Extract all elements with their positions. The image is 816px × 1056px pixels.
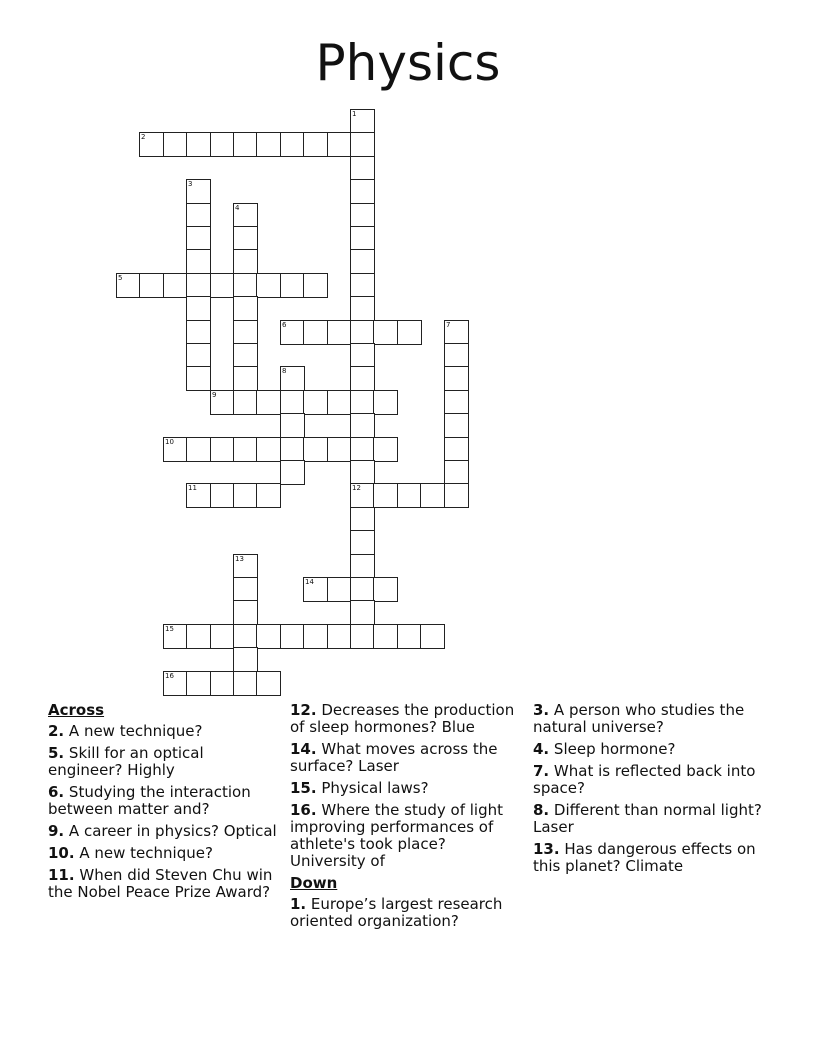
clue-number: 9 [212, 391, 217, 399]
down-clue-13: 13. Has dangerous effects on this planet? Climate [533, 840, 756, 875]
grid-cell-10[interactable] [163, 437, 188, 462]
clue-number: 3 [188, 180, 193, 188]
grid-cell[interactable] [350, 249, 375, 274]
grid-cell[interactable] [280, 132, 305, 157]
grid-cell[interactable] [350, 554, 375, 579]
grid-cell-11[interactable] [186, 483, 211, 508]
down-clue-3: 3. A person who studies the natural universe? [533, 701, 745, 736]
grid-cell[interactable] [350, 203, 375, 228]
grid-cell[interactable] [303, 390, 328, 415]
grid-cell[interactable] [280, 624, 305, 649]
grid-cell[interactable] [139, 273, 164, 298]
grid-cell[interactable] [444, 343, 469, 368]
grid-cell-5[interactable] [116, 273, 141, 298]
across-clue-15: 15. Physical laws? [290, 779, 429, 797]
grid-cell[interactable] [233, 273, 258, 298]
grid-cell[interactable] [280, 460, 305, 485]
grid-cell[interactable] [350, 226, 375, 251]
clues-column-2 [290, 702, 522, 935]
across-heading: Across [48, 701, 105, 719]
across-clue-2: 2. A new technique? [48, 722, 203, 740]
clue-number: 8 [282, 367, 287, 375]
down-clue-8: 8. Different than normal light? Laser [533, 801, 762, 836]
clue-number: 13 [235, 555, 244, 563]
grid-cell[interactable] [233, 577, 258, 602]
grid-cell-6[interactable] [280, 320, 305, 345]
grid-cell[interactable] [186, 343, 211, 368]
clue-number: 12 [352, 484, 361, 492]
grid-cell[interactable] [327, 320, 352, 345]
grid-cell[interactable] [233, 390, 258, 415]
grid-cell[interactable] [186, 296, 211, 321]
down-clue-1: 1. Europe’s largest research oriented organization? [290, 895, 503, 930]
across-clue-16: 16. Where the study of light improving performances of athlete's took place? University of [290, 801, 503, 870]
grid-cell[interactable] [186, 320, 211, 345]
grid-cell[interactable] [233, 320, 258, 345]
grid-cell[interactable] [327, 624, 352, 649]
grid-cell[interactable] [350, 530, 375, 555]
grid-cell[interactable] [186, 226, 211, 251]
grid-cell[interactable] [327, 437, 352, 462]
clues-column-1 [48, 702, 280, 906]
grid-cell[interactable] [373, 624, 398, 649]
grid-cell[interactable] [350, 273, 375, 298]
grid-cell[interactable] [373, 483, 398, 508]
grid-cell[interactable] [186, 132, 211, 157]
grid-cell[interactable] [303, 437, 328, 462]
grid-cell[interactable] [444, 390, 469, 415]
grid-cell[interactable] [256, 437, 281, 462]
grid-cell-1[interactable] [350, 109, 375, 134]
grid-cell-9[interactable] [210, 390, 235, 415]
grid-cell[interactable] [350, 413, 375, 438]
clue-number: 7 [446, 321, 451, 329]
across-clue-11: 11. When did Steven Chu win the Nobel Peace Prize Award? [48, 866, 273, 901]
grid-cell[interactable] [210, 624, 235, 649]
grid-cell[interactable] [327, 577, 352, 602]
grid-cell[interactable] [303, 624, 328, 649]
grid-cell[interactable] [327, 132, 352, 157]
grid-cell[interactable] [233, 249, 258, 274]
grid-cell[interactable] [350, 366, 375, 391]
grid-cell[interactable] [233, 483, 258, 508]
across-clue-5: 5. Skill for an optical engineer? Highly [48, 744, 204, 779]
grid-cell[interactable] [327, 390, 352, 415]
grid-cell[interactable] [186, 671, 211, 696]
grid-cell[interactable] [163, 273, 188, 298]
grid-cell[interactable] [303, 273, 328, 298]
grid-cell[interactable] [397, 624, 422, 649]
grid-cell[interactable] [256, 624, 281, 649]
down-clue-7: 7. What is reflected back into space? [533, 762, 756, 797]
clue-number: 14 [305, 578, 314, 586]
grid-cell-3[interactable] [186, 179, 211, 204]
across-clue-6: 6. Studying the interaction between matter and? [48, 783, 251, 818]
clue-number: 5 [118, 274, 123, 282]
grid-cell[interactable] [303, 320, 328, 345]
grid-cell[interactable] [186, 249, 211, 274]
grid-cell[interactable] [280, 273, 305, 298]
grid-cell[interactable] [186, 366, 211, 391]
grid-cell[interactable] [350, 460, 375, 485]
grid-cell[interactable] [256, 273, 281, 298]
across-clue-10: 10. A new technique? [48, 844, 213, 862]
grid-cell[interactable] [256, 483, 281, 508]
grid-cell[interactable] [420, 483, 445, 508]
grid-cell[interactable] [373, 577, 398, 602]
grid-cell[interactable] [303, 132, 328, 157]
grid-cell[interactable] [163, 132, 188, 157]
grid-cell[interactable] [210, 273, 235, 298]
grid-cell[interactable] [210, 132, 235, 157]
grid-cell[interactable] [233, 132, 258, 157]
clue-number: 10 [165, 438, 174, 446]
grid-cell[interactable] [233, 671, 258, 696]
down-heading: Down [290, 874, 338, 892]
grid-cell[interactable] [256, 132, 281, 157]
grid-cell[interactable] [233, 600, 258, 625]
across-clue-9: 9. A career in physics? Optical [48, 822, 277, 840]
grid-cell[interactable] [444, 460, 469, 485]
grid-cell-8[interactable] [280, 366, 305, 391]
grid-cell[interactable] [373, 390, 398, 415]
grid-cell-12[interactable] [350, 483, 375, 508]
grid-cell[interactable] [186, 273, 211, 298]
grid-cell[interactable] [350, 600, 375, 625]
clues-column-3 [533, 702, 768, 880]
clue-number: 11 [188, 484, 197, 492]
grid-cell-2[interactable] [139, 132, 164, 157]
clue-number: 15 [165, 625, 174, 633]
grid-cell[interactable] [280, 390, 305, 415]
grid-cell-14[interactable] [303, 577, 328, 602]
grid-cell[interactable] [210, 437, 235, 462]
grid-cell[interactable] [350, 624, 375, 649]
clue-number: 4 [235, 204, 240, 212]
grid-cell[interactable] [233, 366, 258, 391]
clue-number: 1 [352, 110, 357, 118]
grid-cell[interactable] [233, 296, 258, 321]
grid-cell[interactable] [350, 577, 375, 602]
grid-cell-16[interactable] [163, 671, 188, 696]
grid-cell-4[interactable] [233, 203, 258, 228]
grid-cell[interactable] [186, 624, 211, 649]
grid-cell[interactable] [280, 437, 305, 462]
across-clue-12: 12. Decreases the production of sleep hormones? Blue [290, 701, 515, 736]
grid-cell[interactable] [373, 437, 398, 462]
grid-cell-15[interactable] [163, 624, 188, 649]
grid-cell[interactable] [186, 203, 211, 228]
grid-cell[interactable] [256, 671, 281, 696]
clue-number: 2 [141, 133, 146, 141]
grid-cell[interactable] [256, 390, 281, 415]
grid-cell[interactable] [350, 320, 375, 345]
grid-cell[interactable] [350, 343, 375, 368]
grid-cell[interactable] [444, 483, 469, 508]
grid-cell[interactable] [280, 413, 305, 438]
clue-number: 6 [282, 321, 287, 329]
grid-cell[interactable] [420, 624, 445, 649]
down-clue-4: 4. Sleep hormone? [533, 740, 676, 758]
grid-cell[interactable] [210, 671, 235, 696]
grid-cell[interactable] [233, 647, 258, 672]
grid-cell[interactable] [444, 366, 469, 391]
clue-number: 16 [165, 672, 174, 680]
grid-cell[interactable] [444, 437, 469, 462]
grid-cell[interactable] [444, 413, 469, 438]
grid-cell[interactable] [350, 507, 375, 532]
grid-cell[interactable] [186, 437, 211, 462]
grid-cell-7[interactable] [444, 320, 469, 345]
page-title: Physics [315, 34, 501, 92]
grid-cell[interactable] [350, 179, 375, 204]
grid-cell[interactable] [350, 390, 375, 415]
across-clue-14: 14. What moves across the surface? Laser [290, 740, 498, 775]
grid-cell[interactable] [350, 132, 375, 157]
grid-cell[interactable] [350, 296, 375, 321]
grid-cell[interactable] [233, 437, 258, 462]
grid-cell[interactable] [350, 437, 375, 462]
grid-cell[interactable] [233, 624, 258, 649]
grid-cell[interactable] [373, 320, 398, 345]
grid-cell[interactable] [397, 483, 422, 508]
grid-cell-13[interactable] [233, 554, 258, 579]
grid-cell[interactable] [233, 226, 258, 251]
grid-cell[interactable] [397, 320, 422, 345]
grid-cell[interactable] [210, 483, 235, 508]
grid-cell[interactable] [233, 343, 258, 368]
grid-cell[interactable] [350, 156, 375, 181]
